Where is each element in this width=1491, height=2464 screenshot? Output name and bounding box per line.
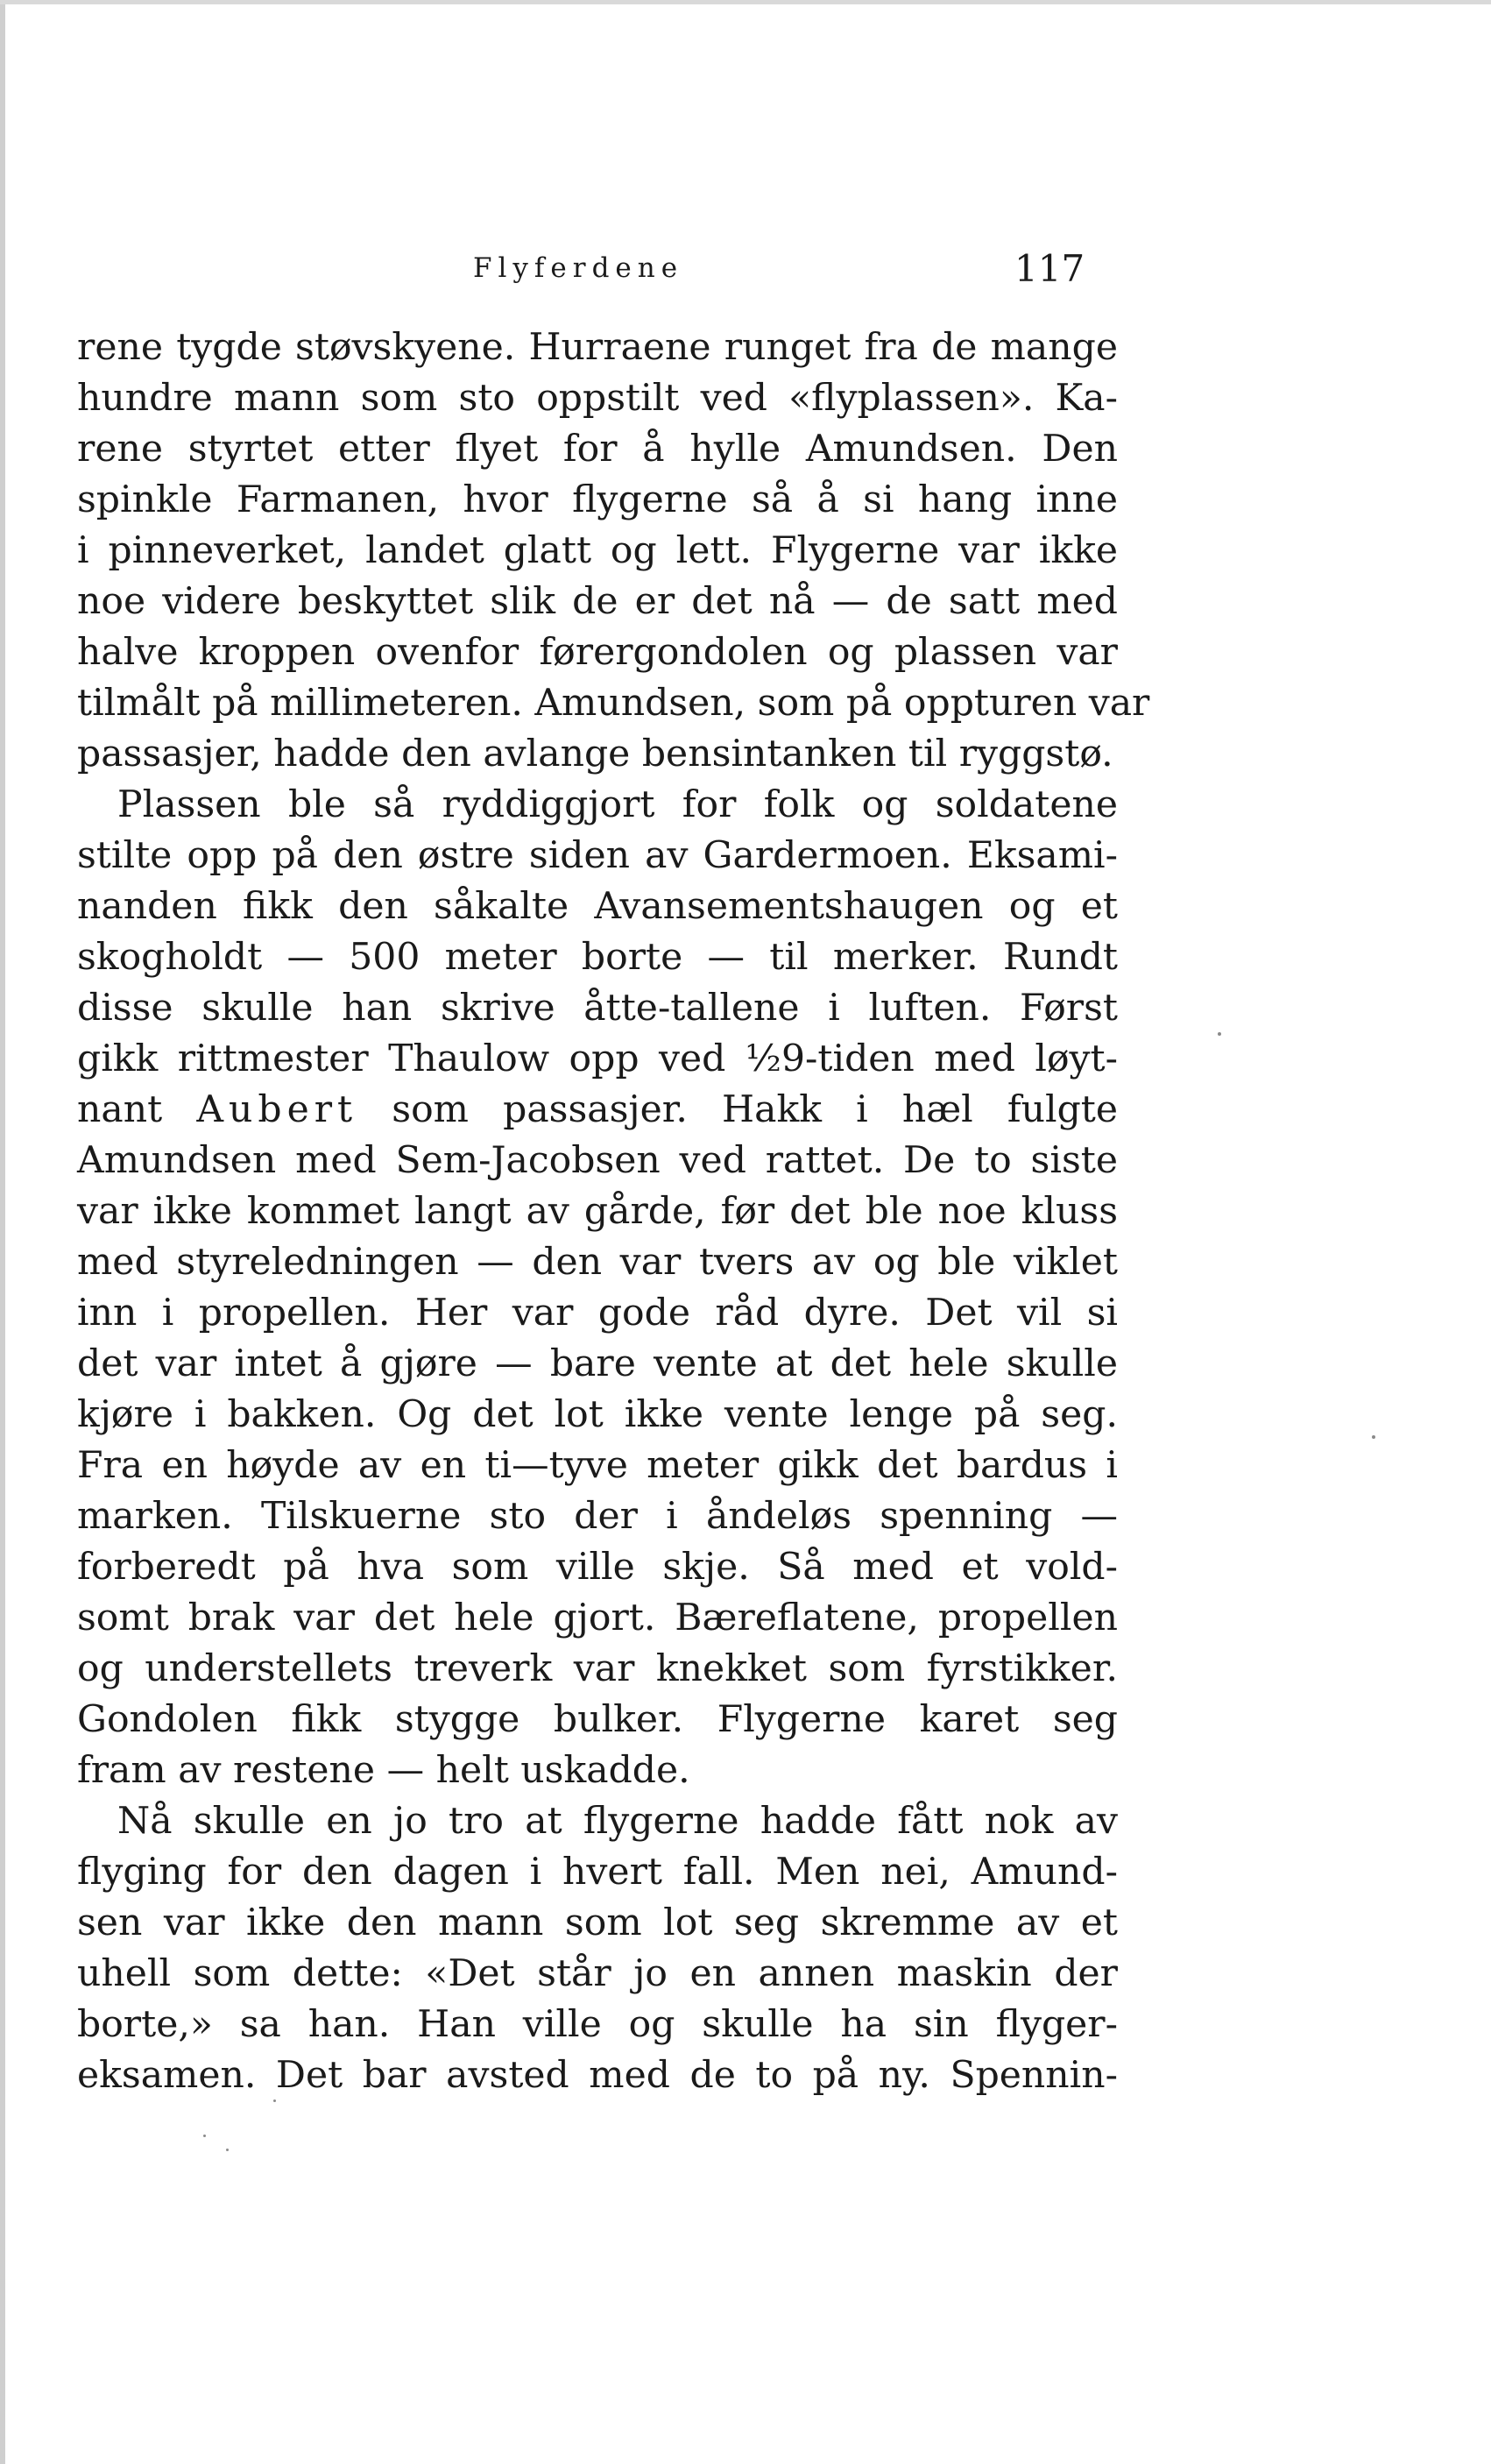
text-line: disse skulle han skrive åtte-tallene i luften. Først	[77, 987, 1118, 1030]
text-line: rene styrtet etter flyet for å hylle Amundsen. Den	[77, 428, 1118, 471]
person-name-spaced: Aubert	[196, 1088, 358, 1131]
text-line: flyging for den dagen i hvert fall. Men nei, Amund-	[77, 1851, 1118, 1894]
text-line: passasjer, hadde den avlange bensintanken til ryggstø.	[77, 733, 1113, 775]
text-line: Nå skulle en jo tro at flygerne hadde fått nok av	[117, 1800, 1118, 1843]
scan-speck	[226, 2149, 229, 2151]
scan-edge-left	[0, 0, 5, 2464]
running-head	[0, 247, 1491, 300]
scan-edge-top	[0, 0, 1491, 4]
text-line: halve kroppen ovenfor førergondolen og plassen var	[77, 631, 1118, 674]
text-line: kjøre i bakken. Og det lot ikke vente lenge på seg.	[77, 1393, 1118, 1436]
text-line: Amundsen med Sem-Jacobsen ved rattet. De to siste	[77, 1139, 1118, 1182]
text-line: Plassen ble så ryddiggjort for folk og soldatene	[117, 783, 1118, 826]
scan-speck	[1372, 1435, 1375, 1439]
text-line: fram av restene — helt uskadde.	[77, 1749, 690, 1792]
text-line: skogholdt — 500 meter borte — til merker. Rundt	[77, 936, 1118, 979]
text-line: marken. Tilskuerne sto der i åndeløs spenning —	[77, 1495, 1118, 1538]
text-line: stilte opp på den østre siden av Gardermoen. Eksami-	[77, 834, 1118, 877]
scan-speck	[273, 2099, 276, 2102]
text-line: og understellets treverk var knekket som fyrstikker.	[77, 1647, 1118, 1690]
text-line: med styreledningen — den var tvers av og ble viklet	[77, 1241, 1118, 1284]
text-line: eksamen. Det bar avsted med de to på ny. Spennin-	[77, 2054, 1118, 2097]
text-line	[77, 1085, 1118, 1136]
text-line: inn i propellen. Her var gode råd dyre. Det vil si	[77, 1292, 1118, 1335]
text-line: gikk rittmester Thaulow opp ved ½9-tiden med løyt-	[77, 1037, 1118, 1080]
text-line: det var intet å gjøre — bare vente at det hele skulle	[77, 1342, 1118, 1385]
scan-speck	[1218, 1032, 1221, 1036]
text-line: Fra en høyde av en ti—tyve meter gikk det bardus i	[77, 1444, 1118, 1487]
text-line: rene tygde støvskyene. Hurraene runget fra de mange	[77, 326, 1118, 369]
text-line: hundre mann som sto oppstilt ved «flyplassen». Ka-	[77, 377, 1118, 420]
text-line: forberedt på hva som ville skje. Så med et vold-	[77, 1546, 1118, 1589]
text-line: Gondolen fikk stygge bulker. Flygerne karet seg	[77, 1698, 1118, 1741]
text-line: noe videre beskyttet slik de er det nå — de satt med	[77, 580, 1118, 623]
text-line: i pinneverket, landet glatt og lett. Flygerne var ikke	[77, 529, 1118, 572]
text-line: uhell som dette: «Det står jo en annen maskin der	[77, 1952, 1118, 1995]
page-number: 117	[1014, 247, 1085, 290]
text-line: nanden fikk den såkalte Avansementshaugen og et	[77, 885, 1118, 928]
scan-speck	[203, 2135, 206, 2137]
text-line: spinkle Farmanen, hvor flygerne så å si hang inne	[77, 478, 1118, 521]
running-title: Flyferdene	[473, 252, 684, 284]
text-line-suffix: som passasjer. Hakk i hæl fulgte	[357, 1088, 1118, 1131]
text-line: borte,» sa han. Han ville og skulle ha sin flyger-	[77, 2003, 1118, 2046]
text-line: somt brak var det hele gjort. Bæreflatene, propellen	[77, 1597, 1118, 1639]
text-line: sen var ikke den mann som lot seg skremme av et	[77, 1901, 1118, 1944]
text-line: var ikke kommet langt av gårde, før det ble noe kluss	[77, 1190, 1118, 1233]
body-text	[77, 322, 1150, 2101]
text-line: tilmålt på millimeteren. Amundsen, som på oppturen var	[77, 682, 1150, 725]
text-line-prefix: nant	[77, 1088, 197, 1131]
